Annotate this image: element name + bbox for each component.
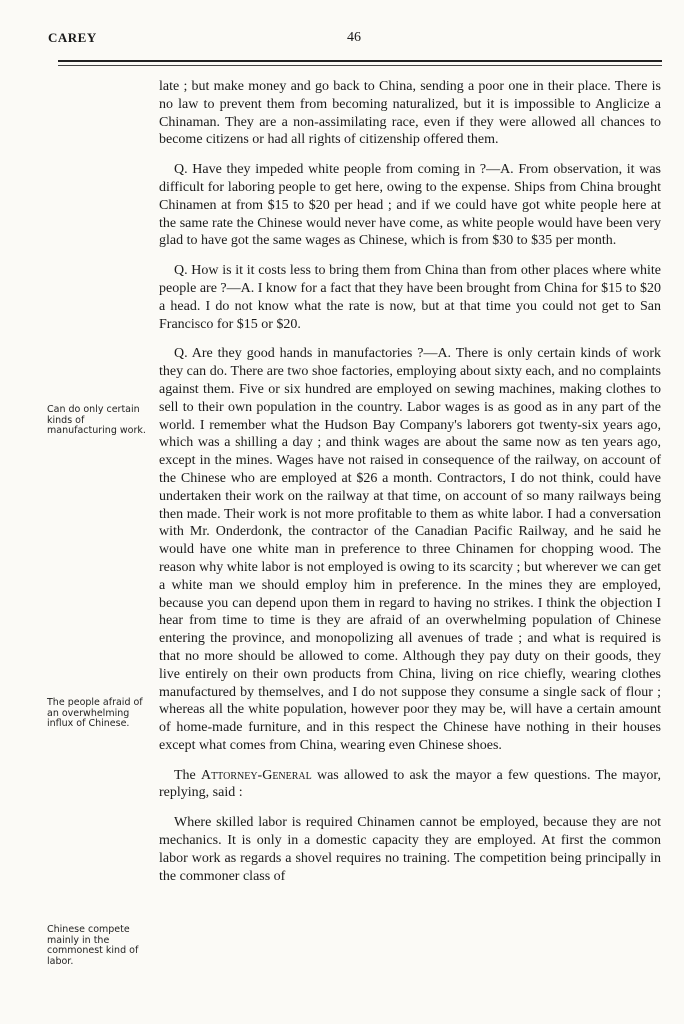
page-header <box>48 30 660 50</box>
paragraph-question-manufactories: Q. Are they good hands in manufactories ?—A. There is only certain kinds of work they can do. There are two shoe factories, employing about sixty each, and no complaints against them. Five or six hundred are employed on sewing machines, making clothes to sell to their own population in the country. Labor wages is as good as in any part of the world. I remember what the Hudson Bay Company's laborers got twenty-six years ago, which was a shilling a day ; and think wages are about the same now as ten years ago, except in the mines. Wages have not raised in consequence of the railway, on account of the Chinese who are employed at $26 a month. Contractors, I do not think, could have undertaken their work on the railway at that time, on account of so many railways being then made. Their work is not more profitable to them as white labor. I had a conversation with Mr. Onderdonk, the contractor of the Canadian Pacific Railway, and he said he would have one white man in preference to three Chinamen for chopping wood. The reason why white labor is not employed is owing to its scarcity ; but wherever we can get a white man we should employ him in preference. In the mines they are employed, because you can depend upon them in regard to having no strikes. I think the objection I hear from time to time is they are afraid of an overwhelming population of Chinese entering the province, and monopolizing all avenues of trade ; and what is required is that no more should be allowed to come. Although they pay duty on their goods, they live entirely on their own products from China, living on rice chiefly, wearing clothes manufactured by themselves, and I do not suppose they consume a single sack of flour ; whereas all the white population, however poor they may be, will have a certain amount of home-made furniture, and in this respect the Chinese have nothing in their houses except what comes from China, wearing even Chinese shoes. <box>159 346 661 753</box>
paragraph-attorney-general <box>159 767 661 803</box>
sidenote-common-labor: Chinese compete mainly in the commonest kind of labor. <box>47 924 139 967</box>
text-fragment: was allowed to ask the mayor a few questions. The mayor, replying, said : <box>159 767 662 801</box>
running-head: CAREY <box>48 30 97 45</box>
paragraph-continuation: late ; but make money and go back to China, sending a poor one in their place. There is no law to prevent them from becoming naturalized, but it is impossible to Anglicize a Chinaman. They are a non-assimilating race, even if they were allowed all chances to become citizens or had all rights of citizenship offered them. <box>159 79 661 148</box>
sidenote-manufacturing: Can do only certain kinds of manufacturing work. <box>47 404 146 436</box>
page-number: 46 <box>347 30 361 45</box>
body-text <box>159 78 661 897</box>
sidenote-overwhelming-influx: The people afraid of an overwhelming influx of Chinese. <box>47 697 143 729</box>
header-rule-thin <box>58 65 662 66</box>
attorney-general-name: Attorney-General <box>200 767 312 783</box>
paragraph-question-impeded: Q. Have they impeded white people from coming in ?—A. From observation, it was difficult for laboring people to get here, owing to the expense. Ships from China brought Chinamen at from $15 to $20 per head ; and if we could have got white people here at the same rate the Chinese would never have come, as white people would have been very glad to have got the same wages as Chinese, which is from $30 to $35 per month. <box>159 162 661 249</box>
paragraph-question-cost: Q. How is it it costs less to bring them from China than from other places where white people are ?—A. I know for a fact that they have been brought from China for $15 to $20 a head. I do not know what the rate is now, but at that time you could not get to San Francisco for $15 or $20. <box>159 263 661 332</box>
text-fragment: The <box>174 767 196 783</box>
paragraph-skilled-labor: Where skilled labor is required Chinamen cannot be employed, because they are not mechanics. It is only in a domestic capacity they are employed. At first the common labor work as regards a shovel requires no training. The competition being principally in the commoner class of <box>159 815 661 884</box>
header-rule-thick <box>58 60 662 62</box>
